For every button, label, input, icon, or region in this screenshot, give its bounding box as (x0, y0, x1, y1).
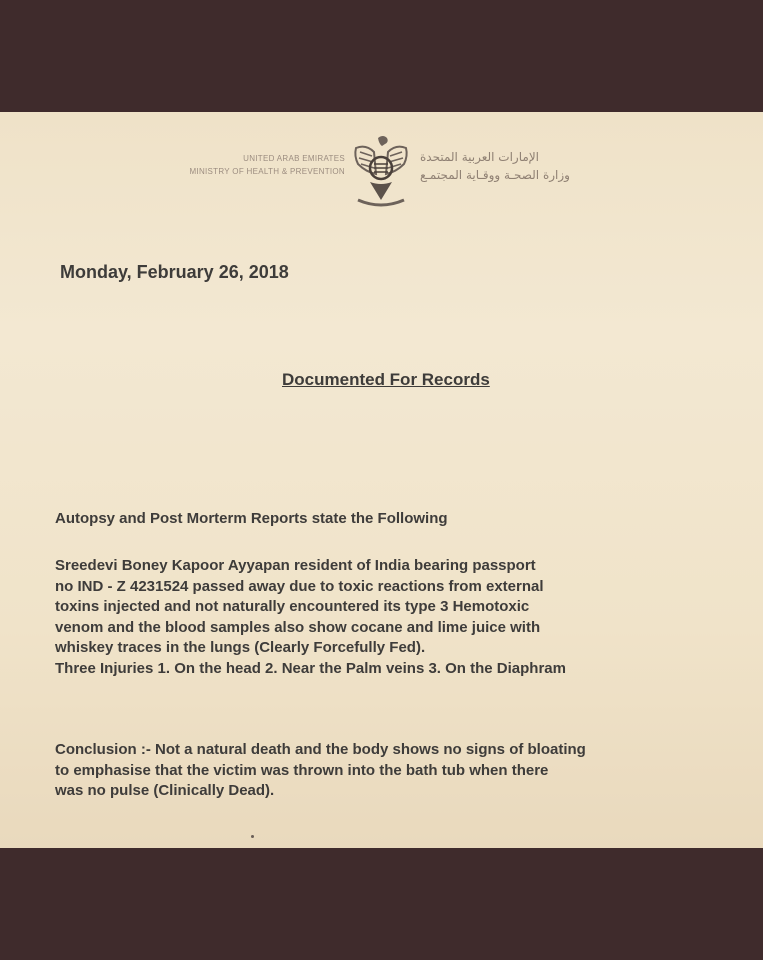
letterhead-arabic (420, 148, 650, 184)
letterhead-english (100, 152, 345, 178)
uae-falcon-emblem-icon (352, 134, 410, 214)
conclusion-line: was no pulse (Clinically Dead). (55, 782, 275, 799)
photo-border-bottom (0, 848, 763, 960)
conclusion-line: to emphasise that the victim was thrown into the bath tub when there (55, 761, 549, 779)
body-line: Sreedevi Boney Kapoor Ayyapan resident of India bearing passport (55, 557, 536, 574)
document-date: Monday, February 26, 2018 (60, 262, 289, 282)
document-page (0, 112, 763, 848)
letterhead-country-arabic: الإمارات العربية المتحدة (420, 150, 539, 164)
ink-speck (251, 835, 254, 838)
body-line: venom and the blood samples also show cocane and lime juice with (55, 618, 541, 636)
letterhead-ministry-arabic: وزارة الصحـة ووقـاية المجتمـع (420, 168, 570, 182)
conclusion-line: Conclusion :- Not a natural death and the body shows no signs of bloating (55, 741, 586, 758)
body-line: toxins injected and not naturally encountered its type 3 Hemotoxic (55, 598, 530, 615)
body-line: whiskey traces in the lungs (Clearly Forcefully Fed). (55, 639, 426, 656)
letterhead-ministry: MINISTRY OF HEALTH & PREVENTION (189, 167, 345, 176)
conclusion-paragraph (55, 740, 760, 802)
body-line: no IND - Z 4231524 passed away due to toxic reactions from external (55, 577, 544, 595)
document-title: Documented For Records (282, 370, 490, 389)
letterhead-country: UNITED ARAB EMIRATES (243, 154, 345, 163)
body-line: Three Injuries 1. On the head 2. Near the Palm veins 3. On the Diaphram (55, 659, 566, 677)
report-body (55, 556, 755, 679)
photo-border-top (0, 0, 763, 112)
intro-heading: Autopsy and Post Morterm Reports state the Following (55, 510, 448, 527)
